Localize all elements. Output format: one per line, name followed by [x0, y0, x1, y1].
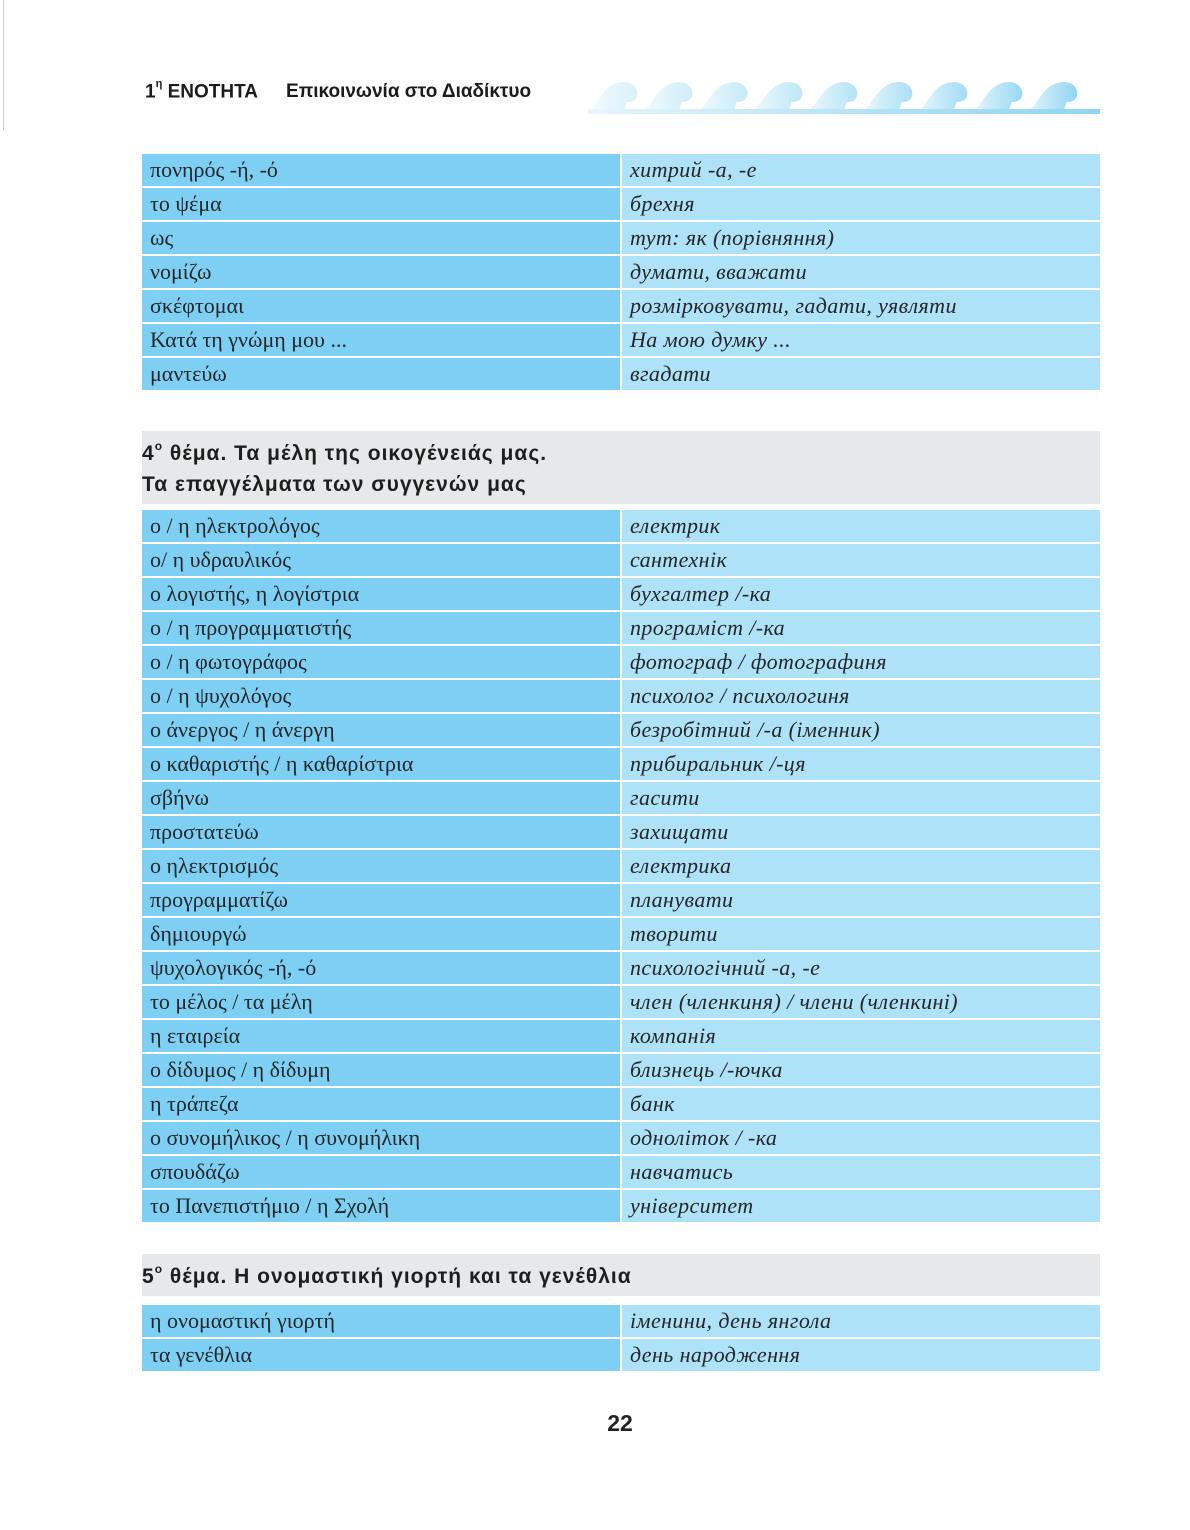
greek-term: η εταιρεία: [142, 1020, 622, 1054]
greek-term: ο δίδυμος / η δίδυμη: [142, 1054, 622, 1088]
ukrainian-translation: тут: як (порівняння): [622, 222, 1100, 256]
greek-wave-ornament: [588, 76, 1100, 118]
ukrainian-translation: безробітний /-а (іменник): [622, 714, 1100, 748]
ukrainian-translation: університет: [622, 1190, 1100, 1224]
greek-term: νομίζω: [142, 256, 622, 290]
ukrainian-translation: прибиральник /-ця: [622, 748, 1100, 782]
vocab-row: [142, 1020, 1100, 1054]
vocab-table-1: [142, 154, 1100, 392]
vocab-row: [142, 1156, 1100, 1190]
greek-term: δημιουργώ: [142, 918, 622, 952]
wave-scroll: [863, 82, 912, 110]
vocab-row: [142, 324, 1100, 358]
wave-base: [588, 109, 1100, 114]
greek-term: ψυχολογικός -ή, -ό: [142, 952, 622, 986]
greek-term: ο καθαριστής / η καθαρίστρια: [142, 748, 622, 782]
vocab-row: [142, 714, 1100, 748]
vocab-row: [142, 154, 1100, 188]
vocab-row: [142, 612, 1100, 646]
vocab-row: [142, 358, 1100, 392]
greek-term: ο ηλεκτρισμός: [142, 850, 622, 884]
wave-scroll: [588, 82, 637, 110]
vocab-row: [142, 544, 1100, 578]
ukrainian-translation: електрик: [622, 510, 1100, 544]
page-number: 22: [607, 1410, 633, 1436]
ukrainian-translation: психологічний -а, -е: [622, 952, 1100, 986]
vocab-row: [142, 680, 1100, 714]
greek-term: η ονομαστική γιορτή: [142, 1305, 622, 1339]
topic-5-heading: $5^o$ θέμα. Η ονομαστική γιορτή και τα γενέθλια: [142, 1254, 1100, 1296]
wave-scroll: [643, 82, 692, 110]
vocab-row: [142, 782, 1100, 816]
ukrainian-translation: бухгалтер /-ка: [622, 578, 1100, 612]
wave-scroll: [973, 82, 1022, 110]
greek-term: το ψέμα: [142, 188, 622, 222]
greek-term: ο/ η υδραυλικός: [142, 544, 622, 578]
greek-term: Κατά τη γνώμη μου ...: [142, 324, 622, 358]
ukrainian-translation: гасити: [622, 782, 1100, 816]
greek-term: ο / η ηλεκτρολόγος: [142, 510, 622, 544]
vocab-row: [142, 256, 1100, 290]
greek-term: ως: [142, 222, 622, 256]
unit-label: $1^\eta$ ΕΝΟΤΗΤΑ: [145, 77, 259, 103]
ukrainian-translation: іменини, день янгола: [622, 1305, 1100, 1339]
running-header: [145, 78, 531, 106]
ukrainian-translation: розмірковувати, гадати, уявляти: [622, 290, 1100, 324]
vocab-row: [142, 918, 1100, 952]
greek-term: το μέλος / τα μέλη: [142, 986, 622, 1020]
vocab-row: [142, 646, 1100, 680]
greek-term: σπουδάζω: [142, 1156, 622, 1190]
greek-term: τα γενέθλια: [142, 1339, 622, 1373]
ukrainian-translation: психолог / психологиня: [622, 680, 1100, 714]
greek-term: προστατεύω: [142, 816, 622, 850]
vocab-row: [142, 816, 1100, 850]
ukrainian-translation: член (членкиня) / члени (членкині): [622, 986, 1100, 1020]
ukrainian-translation: компанія: [622, 1020, 1100, 1054]
greek-term: ο συνομήλικος / η συνομήλικη: [142, 1122, 622, 1156]
ukrainian-translation: брехня: [622, 188, 1100, 222]
vocab-row: [142, 1305, 1100, 1339]
topic-4-heading: $4^o$ θέμα. Τα μέλη της οικογένειάς μας. Τα επαγγέλματα των συγγενών μας: [142, 431, 1100, 504]
section-title: Επικοινωνία στο Διαδίκτυο: [286, 81, 532, 102]
greek-term: το Πανεπιστήμιο / η Σχολή: [142, 1190, 622, 1224]
vocab-row: [142, 290, 1100, 324]
vocab-row: [142, 1088, 1100, 1122]
vocab-row: [142, 748, 1100, 782]
ukrainian-translation: навчатись: [622, 1156, 1100, 1190]
greek-term: σβήνω: [142, 782, 622, 816]
ukrainian-translation: близнець /-ючка: [622, 1054, 1100, 1088]
vocab-row: [142, 884, 1100, 918]
greek-term: προγραμματίζω: [142, 884, 622, 918]
vocab-row: [142, 1054, 1100, 1088]
wave-scroll: [753, 82, 802, 110]
wave-scroll: [808, 82, 857, 110]
greek-term: ο λογιστής, η λογίστρια: [142, 578, 622, 612]
greek-term: σκέφτομαι: [142, 290, 622, 324]
ukrainian-translation: думати, вважати: [622, 256, 1100, 290]
vocab-table-3: [142, 1305, 1100, 1373]
ukrainian-translation: На мою думку ...: [622, 324, 1100, 358]
greek-term: ο / η προγραμματιστής: [142, 612, 622, 646]
ukrainian-translation: творити: [622, 918, 1100, 952]
vocab-row: [142, 578, 1100, 612]
ukrainian-translation: день народження: [622, 1339, 1100, 1373]
wave-scroll: [698, 82, 747, 110]
ukrainian-translation: банк: [622, 1088, 1100, 1122]
ukrainian-translation: фотограф / фотографиня: [622, 646, 1100, 680]
vocab-row: [142, 510, 1100, 544]
ukrainian-translation: хитрий -а, -е: [622, 154, 1100, 188]
ukrainian-translation: одноліток / -ка: [622, 1122, 1100, 1156]
ukrainian-translation: планувати: [622, 884, 1100, 918]
greek-term: ο / η ψυχολόγος: [142, 680, 622, 714]
vocab-table-2: [142, 510, 1100, 1224]
greek-term: πονηρός -ή, -ό: [142, 154, 622, 188]
vocab-row: [142, 222, 1100, 256]
ukrainian-translation: сантехнік: [622, 544, 1100, 578]
vocab-row: [142, 850, 1100, 884]
page-edge-line: [3, 0, 4, 130]
vocab-row: [142, 986, 1100, 1020]
vocab-row: [142, 1339, 1100, 1373]
wave-scroll: [1028, 82, 1077, 110]
vocab-row: [142, 1190, 1100, 1224]
wave-scroll: [918, 82, 967, 110]
vocab-row: [142, 188, 1100, 222]
ukrainian-translation: вгадати: [622, 358, 1100, 392]
ukrainian-translation: захищати: [622, 816, 1100, 850]
greek-term: ο άνεργος / η άνεργη: [142, 714, 622, 748]
greek-term: μαντεύω: [142, 358, 622, 392]
vocab-row: [142, 952, 1100, 986]
ukrainian-translation: програміст /-ка: [622, 612, 1100, 646]
vocab-row: [142, 1122, 1100, 1156]
greek-term: η τράπεζα: [142, 1088, 622, 1122]
greek-term: ο / η φωτογράφος: [142, 646, 622, 680]
ukrainian-translation: електрика: [622, 850, 1100, 884]
